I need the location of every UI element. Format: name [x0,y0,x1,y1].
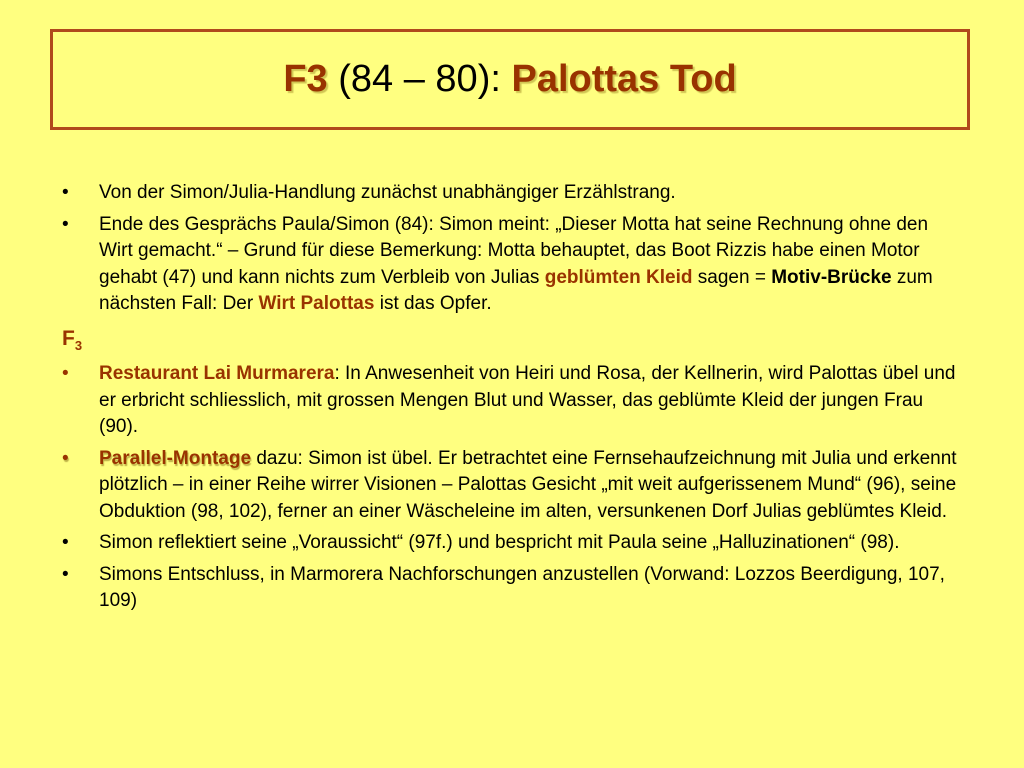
bullet-item-3 [62,361,962,441]
bullet-marker: • [62,213,69,235]
highlight-restaurant: Restaurant Lai Murmarera [99,363,335,385]
section-sub: 3 [74,337,83,353]
bullet-text-part: Ende des Gesprächs Paula/Simon (84): Simon meint: „Dieser Motta hat seine Rechnung ohne den Wirt gemacht.“ – Grund für diese Bemerkung: Motta behauptet, das Boot Rizzis habe einen Motor gehabt (47) und kann nichts zum Verbleib von Julias [99,213,929,288]
highlight-wirt: Wirt Palottas [258,293,375,314]
highlight-kleid: geblümten Kleid [544,266,693,288]
bullet-text: Simons Entschluss, in Marmorera Nachforschungen anzustellen (Vorwand: Lozzos Beerdigung, 107, 109) [99,563,945,612]
slide-content [62,180,962,620]
slide-title [50,29,970,130]
bullet-item-6 [62,562,962,615]
bullet-text-part: dazu: Simon ist übel. Er betrachtet eine Fernsehaufzeichnung mit Julia und erkennt plötzlich – in einer Reihe wirrer Visionen – Palottas Gesicht „mit weit aufgerissenem Mund“ (96), seine Obduktion (98, 102), ferner an einer Wäscheleine im alten, versunkenen Dorf Julias geblümtes Kleid. [99,447,957,522]
bullet-marker: • [62,182,69,203]
bullet-text-part: sagen = [692,266,772,288]
bullet-item-5 [62,530,962,557]
bullet-item-2 [62,212,962,318]
bullet-text: Von der Simon/Julia-Handlung zunächst unabhängiger Erzählstrang. [99,182,676,203]
bullet-marker: • [62,363,69,385]
bullet-text-part: : In Anwesenheit von Heiri und Rosa, der Kellnerin, wird Palottas übel und er erbricht schliesslich, mit grossen Mengen Blut und Wasser, das geblümte Kleid der jungen Frau (90). [99,363,956,438]
bullet-text-part: zum nächsten Fall: Der [99,266,933,314]
bullet-text-part: ist das Opfer. [374,293,492,314]
bullet-marker: • [62,563,69,585]
section-heading-f3 [62,326,962,360]
title-pages: (84 – 80): [338,58,501,100]
section-letter: F [62,326,75,350]
bullet-marker: • [62,532,69,554]
bullet-marker: • [62,447,69,469]
title-code: F3 [283,58,328,100]
bullet-text: Simon reflektiert seine „Voraussicht“ (97f.) und bespricht mit Paula seine „Halluzinationen“ (98). [99,532,900,554]
bullet-item-4 [62,446,962,526]
bullet-item-1 [62,180,962,207]
title-name: Palottas Tod [511,58,737,100]
highlight-parallel-montage: Parallel-Montage [99,447,252,469]
bold-motiv-bruecke: Motiv-Brücke [771,266,892,288]
